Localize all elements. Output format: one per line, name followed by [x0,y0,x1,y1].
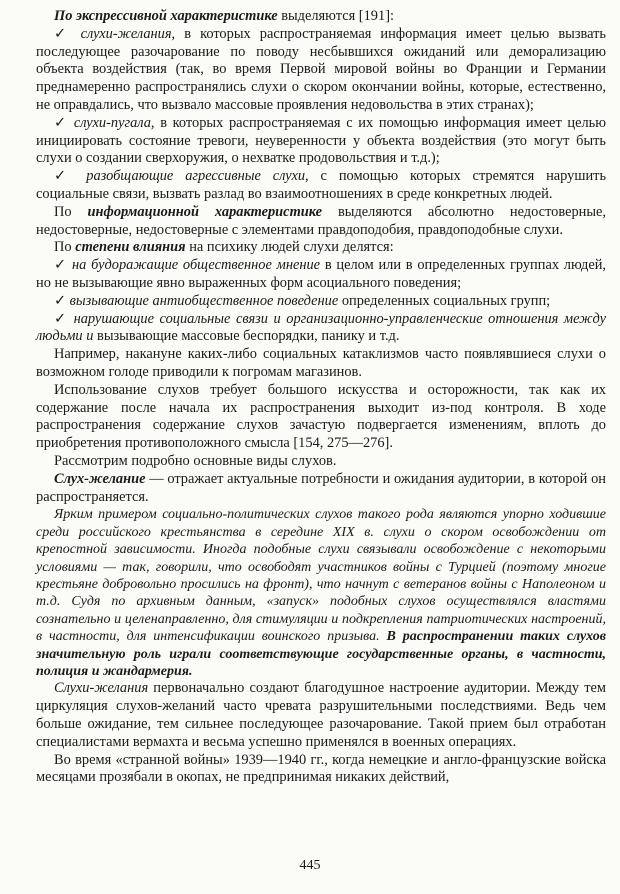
term: По экспрессивной характеристике [54,8,278,24]
paragraph-wish-rumor-definition: Слух-желание — отражает актуальные потребности и ожидания аудитории, в которой он распространяется. [36,470,606,505]
list-item-disrupting: ✓ нарушающие социальные связи и организационно-управленческие отношения между людьми и вызывающие массовые беспорядки, панику и т.д. [36,310,607,345]
list-item-divisive-rumors: ✓ разобщающие агрессивные слухи, с помощью которых стремятся нарушить социальные связи, вызвать разлад во взаимоотношениях в среде конкретных людей. [36,168,607,202]
checkmark-icon: ✓ [54,25,81,42]
list-item-scare-rumors: ✓ слухи-пугала, в которых распространяемая с их помощью информация имеет целью инициировать состояние тревоги, неуверенности у объекта воздействия (это могут быть слухи о создании сверхоружия, о нехватке продовольствия и т.д.); [36,114,607,167]
checkmark-icon: ✓ [54,310,74,327]
paragraph-informational: По информационной характеристике выделяются абсолютно недостоверные, недостоверные, недостоверные с элементами правдоподобия, правдоподобные слухи. [36,203,607,238]
quote-block: Ярким примером социально-политических слухов такого рода являются упорно ходившие среди российского крестьянства в середине XIX в. слухи о скором освобождении от крепостной зависимости. Иногда подобные слухи связывали освобождение с некоторыми условиями — так, говорили, что освободят участников войны с Турцией (поэтому многие крестьяне добровольно просились на фронт), что начнут с ветеранов войны с Наполеоном и т.д. Судя по архивным данным, «запуск» подобных слухов осуществлялся властями сознательно и целенаправленно, для стимуляции и подкрепления патриотических настроений, в частности, для интенсификации воинского призыва. В распространении таких слухов значительную роль играли соответствующие государственные органы, в частности, полиция и жандармерия. [36,507,606,679]
list-item-wish-rumors: ✓ слухи-желания, в которых распространяемая информация имеет целью вызвать последующее разочарование по поводу несбывшихся ожиданий или деморализацию объекта воздействия (так, во время Первой мировой войны во Франции и Германии преднамеренно распространялись слухи о скором окончании войны, которые, естественно, не оправдались, что вызвало массовые проявления недовольства в этих странах); [36,25,606,113]
paragraph-usage: Использование слухов требует большого искусства и осторожности, так как их содержание после начала их распространения выходит из-под контроля. В ходе распространения содержание слухов зачастую подвергается изменениям, вплоть до приобретения противоположного смысла [154, 275—276]. [36,381,606,452]
term: информационной характеристике [87,203,323,220]
checkmark-icon: ✓ [54,114,74,131]
paragraph-expressive-intro: По экспрессивной характеристике выделяются [191]: [54,8,394,24]
list-item-antisocial: ✓ вызывающие антиобщественное поведение определенных социальных групп; [54,292,551,309]
checkmark-icon: ✓ [54,257,72,274]
paragraph-phony-war: Во время «странной войны» 1939—1940 гг., когда немецкие и англо-французские войска месяцами прозябали в окопах, не предпринимая никаких действий, [36,751,606,786]
paragraph-influence: По степени влияния на психику людей слухи делятся: [54,239,394,256]
paragraph-example: Например, накануне каких-либо социальных катаклизмов часто появлявшиеся слухи о возможном голоде приводили к погромам магазинов. [36,346,606,380]
checkmark-icon: ✓ [54,168,87,185]
checkmark-icon: ✓ [54,292,70,309]
term: степени влияния [75,239,186,256]
term: Слух-желание [54,470,146,487]
paragraph-consider: Рассмотрим подробно основные виды слухов. [54,452,337,469]
list-item-agitating: ✓ на будоражащие общественное мнение в целом или в определенных группах людей, но не вызывающие явно выраженных форм асоциального поведения; [36,257,607,291]
page-number: 445 [299,858,321,873]
paragraph-wish-effects: Слухи-желания первоначально создают благодушное настроение аудитории. Между тем циркуляция слухов-желаний часто чревата разрушительными последствиями. Ведь чем больше ожидание, тем сильнее последующее разочарование. Такой прием был отработан специалистами вермахта и весьма успешно применялся в военных операциях. [36,680,606,750]
